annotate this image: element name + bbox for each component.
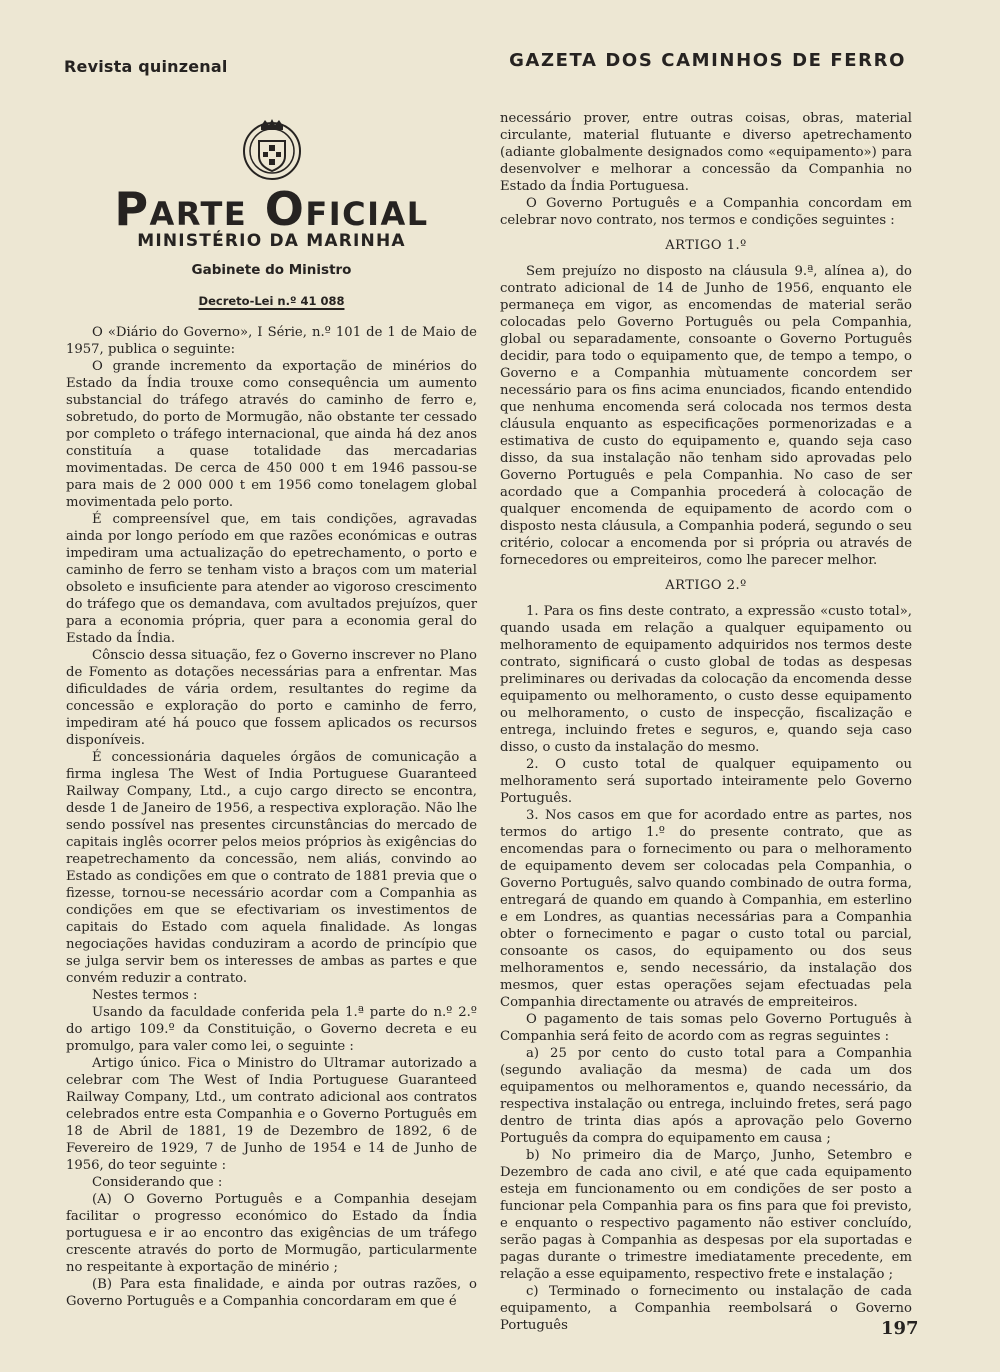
paragraph: 2. O custo total de qualquer equipamento ou melhoramento será suportado inteiramente pelo Governo Português. bbox=[500, 757, 912, 806]
paragraph: O pagamento de tais somas pelo Governo Português à Companhia será feito de acordo com as regras seguintes : bbox=[500, 1012, 912, 1044]
paragraph: Sem prejuízo no disposto na cláusula 9.ª, alínea a), do contrato adicional de 14 de Junho de 1956, enquanto ele permaneça em vigor, as encomendas de material serão colocadas pelo Governo Português ou pela Companhia, global ou separadamente, consoante o Governo Português decidir, para todo o equipamento que, de tempo a tempo, o Governo e a Companhia mùtuamente concordem ser necessário para os fins acima enunciados, ficando entendido que nenhuma encomenda será colocada nos termos desta cláusula enquanto as especificações pormenorizadas e a estimativa de custo do equipamento e, quando seja caso disso, da sua instalação não tenham sido aprovadas pelo Governo Português e pela Companhia. No caso de ser acordado que a Companhia procederá à colocação de qualquer encomenda de equipamento de acordo com o disposto nesta cláusula, a Companhia poderá, segundo o seu critério, colocar a encomenda por si própria ou através de fornecedores ou empreiteiros, como lhe parecer melhor. bbox=[500, 264, 912, 568]
paragraph: Considerando que : bbox=[92, 1175, 223, 1190]
page-number: 197 bbox=[881, 1318, 919, 1339]
paragraph: Cônscio dessa situação, fez o Governo inscrever no Plano de Fomento as dotações necessárias para a enfrentar. Mas dificuldades de vária ordem, resultantes do regime da concessão e exploração do porto e caminho de ferro, impediram até há pouco que fossem aplicados os recursos disponíveis. bbox=[66, 648, 477, 748]
paragraph: O «Diário do Governo», I Série, n.º 101 de 1 de Maio de 1957, publica o seguinte: bbox=[66, 325, 477, 357]
paragraph: (B) Para esta finalidade, e ainda por outras razões, o Governo Português e a Companhia concordaram em que é bbox=[66, 1277, 477, 1309]
paragraph: necessário prover, entre outras coisas, obras, material circulante, material flutuante e diverso apetrechamento (adiante globalmente designados como «equipamento») para desenvolver e melhorar a concessão da Companhia no Estado da Índia Portuguesa. bbox=[500, 111, 912, 194]
paragraph: 1. Para os fins deste contrato, a expressão «custo total», quando usada em relação a qualquer equipamento ou melhoramento de equipamento adquiridos nos termos deste contrato, significará o custo global de todas as despesas preliminares ou derivadas da colocação da encomenda desse equipamento ou melhoramento, o custo desse equipamento ou melhoramento, o custo de inspecção, fiscalização e entrega, incluindo fretes e seguros, e, quando seja caso disso, o custo da instalação do mesmo. bbox=[500, 604, 912, 755]
paragraph: a) 25 por cento do custo total para a Companhia (segundo avaliação da mesma) de cada um dos equipamentos ou melhoramentos e, quando necessário, da respectiva instalação ou entrega, incluindo fretes, será pago dentro de trinta dias após a aprovação pelo Governo Português da compra do equipamento em causa ; bbox=[500, 1046, 912, 1146]
article-heading: ARTIGO 1.º bbox=[665, 238, 747, 253]
page-title: Parte Oficial bbox=[114, 182, 429, 236]
paragraph: O grande incremento da exportação de minérios do Estado da Índia trouxe como consequência um aumento substancial do tráfego através do caminho de ferro e, sobretudo, do porto de Mormugão, não obstante ter cessado por completo o tráfego internacional, que ainda há dez anos constituía a quase totalidade das mercadarias movimentadas. De cerca de 450 000 t em 1946 passou-se para mais de 2 000 000 t em 1956 como tonelagem global movimentada pelo porto. bbox=[66, 359, 477, 510]
paragraph: Usando da faculdade conferida pela 1.ª parte do n.º 2.º do artigo 109.º da Constituição, o Governo decreta e eu promulgo, para valer como lei, o seguinte : bbox=[66, 1005, 477, 1054]
header-left: Revista quinzenal bbox=[64, 57, 228, 76]
paragraph: 3. Nos casos em que for acordado entre as partes, nos termos do artigo 1.º do presente contrato, que as encomendas para o fornecimento ou para o melhoramento de equipamento devem ser colocadas pela Companhia, o Governo Português, salvo quando combinado de outra forma, entregará de quando em quando à Companhia, em esterlino e em Londres, as quantias necessárias para a Companhia obter o fornecimento e pagar o custo total ou parcial, consoante os casos, do equipamento ou dos seus melhoramentos e, sendo necessário, da instalação dos mesmos, quer estas operações sejam efectuadas pela Companhia directamente ou através de empreiteiros. bbox=[500, 808, 912, 1010]
paragraph: Artigo único. Fica o Ministro do Ultramar autorizado a celebrar com The West of India Portuguese Guaranteed Railway Company, Ltd., um contrato adicional aos contratos celebrados entre esta Companhia e o Governo Português em 18 de Abril de 1881, 19 de Dezembro de 1892, 6 de Fevereiro de 1929, 7 de Junho de 1954 e 14 de Junho de 1956, do teor seguinte : bbox=[66, 1056, 477, 1173]
article-heading: ARTIGO 2.º bbox=[665, 578, 747, 593]
journal-title: GAZETA DOS CAMINHOS DE FERRO bbox=[509, 50, 906, 71]
paragraph: É compreensível que, em tais condições, agravadas ainda por longo período em que razões económicas e outras impediram uma actualização do epetrechamento, o porto e caminho de ferro se tenham visto a braços com um material obsoleto e insuficiente para atender ao vigoroso crescimento do tráfego que os demandava, com avultados prejuízos, quer para a economia própria, quer para a economia geral do Estado da Índia. bbox=[66, 512, 477, 646]
paragraph: b) No primeiro dia de Março, Junho, Setembro e Dezembro de cada ano civil, e até que cada equipamento esteja em funcionamento ou em condições de ser posto a funcionar pela Companhia para os fins para que foi previsto, e enquanto o respectivo pagamento não estiver concluído, serão pagas à Companhia as despesas por ela suportadas e pagas durante o trimestre imediatamente precedente, em relação a esse equipamento, respectivo frete e instalação ; bbox=[500, 1148, 912, 1282]
paragraph: Nestes termos : bbox=[92, 988, 198, 1003]
paragraph: (A) O Governo Português e a Companhia desejam facilitar o progresso económico do Estado da Índia portuguesa e ir ao encontro das exigências de um tráfego crescente através do porto de Mormugão, particularmente no respeitante à exportação de minério ; bbox=[66, 1192, 477, 1275]
left-column bbox=[66, 116, 477, 1310]
office-heading: Gabinete do Ministro bbox=[191, 262, 352, 278]
paragraph: O Governo Português e a Companhia concordam em celebrar novo contrato, nos termos e condições seguintes : bbox=[500, 196, 912, 228]
decree-number: Decreto-Lei n.º 41 088 bbox=[198, 294, 345, 308]
portuguese-coat-of-arms-icon bbox=[239, 116, 305, 182]
right-column bbox=[500, 110, 912, 1334]
paragraph: É concessionária daqueles órgãos de comunicação a firma inglesa The West of India Portuguese Guaranteed Railway Company, Ltd., a cujo cargo directo se encontra, desde 1 de Janeiro de 1956, a respectiva exploração. Não lhe sendo possível nas presentes circunstâncias do mercado de capitais inglês ocorrer pelos meios próprios às exigências do reapetrechamento da concessão, nem aliás, convindo ao Estado as condições em que o contrato de 1881 previa que o fizesse, tornou-se necessário acordar com a Companhia as condições em que se efectivariam os investimentos de capitais do Estado com aquela finalidade. As longas negociações havidas conduziram a acordo de princípio que se julga servir bem os interesses de ambas as partes e que convém reduzir a contrato. bbox=[66, 750, 477, 986]
ministry-heading: MINISTÉRIO DA MARINHA bbox=[137, 231, 406, 251]
paragraph: c) Terminado o fornecimento ou instalação de cada equipamento, a Companhia reembolsará o Governo Português bbox=[500, 1284, 912, 1333]
